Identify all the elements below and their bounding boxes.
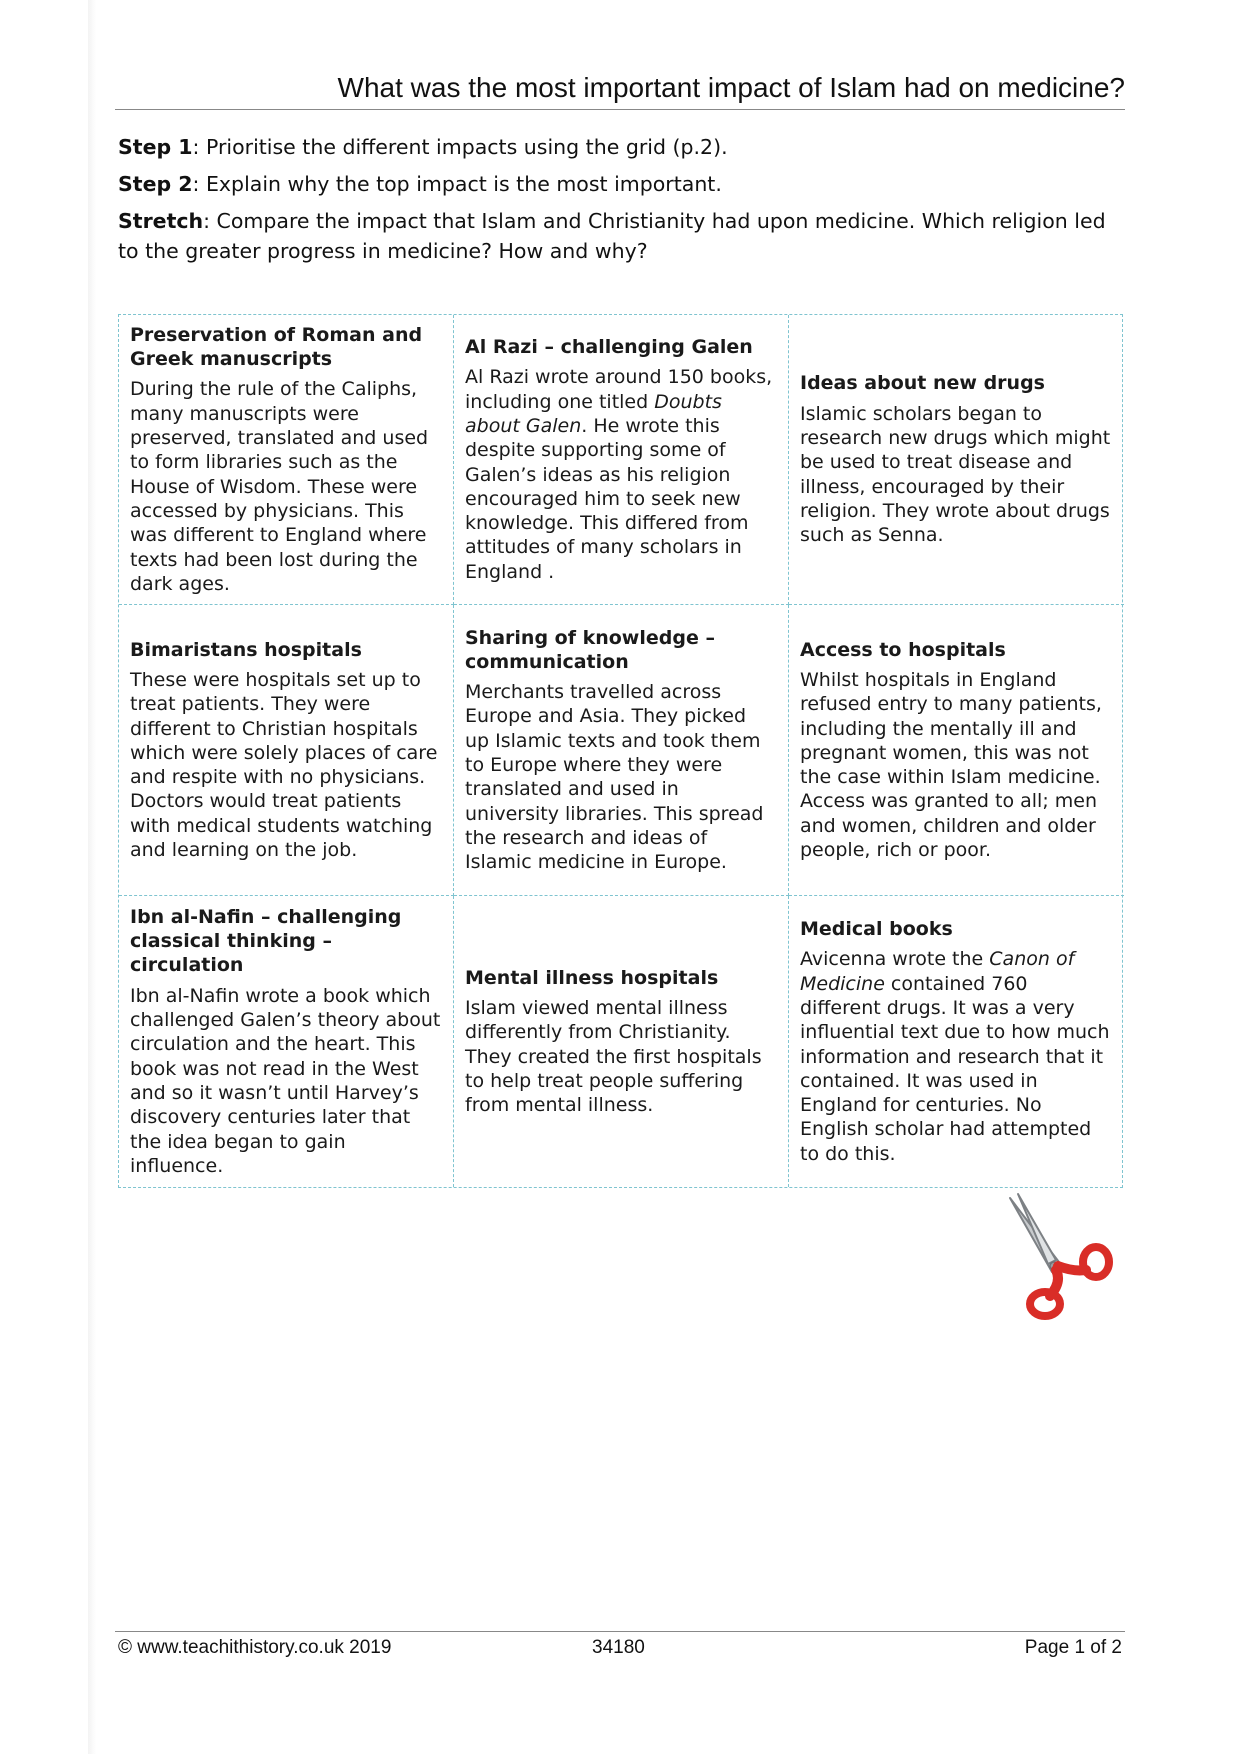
impact-card — [119, 605, 454, 896]
instruction-text: : Explain why the top impact is the most important. — [192, 172, 722, 196]
scissors-icon — [990, 1190, 1115, 1320]
impact-card — [789, 315, 1124, 605]
instruction-label: Stretch — [118, 209, 204, 233]
card-heading: Ideas about new drugs — [800, 372, 1045, 395]
footer-resource-code: 34180 — [592, 1637, 645, 1658]
card-heading: Mental illness hospitals — [465, 966, 719, 989]
card-heading: Bimaristans hospitals — [130, 638, 362, 661]
impact-card — [454, 315, 789, 605]
page-title: What was the most important impact of Islam had on medicine? — [337, 72, 1125, 103]
impact-card — [119, 315, 454, 605]
impact-card — [789, 896, 1124, 1187]
card-heading: Access to hospitals — [800, 638, 1006, 661]
card-heading: Medical books — [800, 918, 953, 941]
card-body: Whilst hospitals in England refused entry to many patients, including the mentally ill and pregnant women, this was not the case within Islam medicine. Access was granted to all; men and women, children and older people, rich or poor. — [800, 668, 1102, 862]
book-title: Doubts about Galen — [465, 390, 722, 437]
card-body: Ibn al-Nafin wrote a book which challenged Galen’s theory about circulation and the heart. This book was not read in the West and so it wasn’t until Harvey’s discovery centuries later that the idea began to gain influence. — [130, 984, 441, 1177]
card-heading: Preservation of Roman and Greek manuscripts — [130, 323, 423, 371]
footer-page-number: Page 1 of 2 — [1024, 1637, 1122, 1658]
card-heading: Ibn al-Nafin – challenging classical thinking – circulation — [130, 905, 402, 977]
footer-copyright: © www.teachithistory.co.uk 2019 — [118, 1637, 392, 1658]
book-title: Canon of Medicine — [800, 948, 1075, 995]
card-body: Merchants travelled across Europe and Asia. They picked up Islamic texts and took them to Europe where they were translated and used in university libraries. This spread the research and ideas of Islamic medicine in Europe. — [465, 681, 764, 874]
impact-card — [119, 896, 454, 1187]
instructions — [118, 132, 1118, 273]
instruction-label: Step 1 — [118, 135, 193, 159]
impact-card — [454, 896, 789, 1187]
card-body: During the rule of the Caliphs, many manuscripts were preserved, translated and used to form libraries such as the House of Wisdom. These were accessed by physicians. This was different to England where texts had been lost during the dark ages. — [130, 378, 429, 595]
impact-card — [789, 605, 1124, 896]
instruction-step-1 — [118, 132, 1118, 162]
impact-card-grid — [118, 314, 1123, 1188]
card-body: Avicenna wrote the Canon of Medicine contained 760 different drugs. It was a very influential text due to how much information and research that it contained. It was used in England for centuries. No English scholar had attempted to do this. — [800, 948, 1110, 1165]
instruction-step-2 — [118, 169, 1118, 199]
instruction-label: Step 2 — [118, 172, 193, 196]
instruction-stretch — [118, 206, 1118, 266]
impact-card — [454, 605, 789, 896]
card-heading: Al Razi – challenging Galen — [465, 336, 753, 359]
card-body: Islamic scholars began to research new drugs which might be used to treat disease and illness, encouraged by their religion. They wrote about drugs such as Senna. — [800, 402, 1111, 547]
instruction-text: : Prioritise the different impacts using the grid (p.2). — [192, 135, 728, 159]
page-edge-shadow — [88, 0, 96, 1754]
title-divider — [115, 109, 1125, 110]
footer-divider — [115, 1631, 1125, 1632]
card-body: Islam viewed mental illness differently from Christianity. They created the first hospitals to help treat people suffering from mental illness. — [465, 996, 762, 1117]
instruction-text: : Compare the impact that Islam and Christianity had upon medicine. Which religion led to the greater progress in medicine? How and why? — [118, 209, 1106, 263]
card-body: Al Razi wrote around 150 books, including one titled Doubts about Galen. He wrote this despite supporting some of Galen’s ideas as his religion encouraged him to seek new knowledge. This differed from attitudes of many scholars in England . — [465, 366, 773, 583]
card-heading: Sharing of knowledge – communication — [465, 626, 715, 673]
card-body: These were hospitals set up to treat patients. They were different to Christian hospitals which were solely places of care and respite with no physicians. Doctors would treat patients with medical students watching and learning on the job. — [130, 668, 438, 862]
